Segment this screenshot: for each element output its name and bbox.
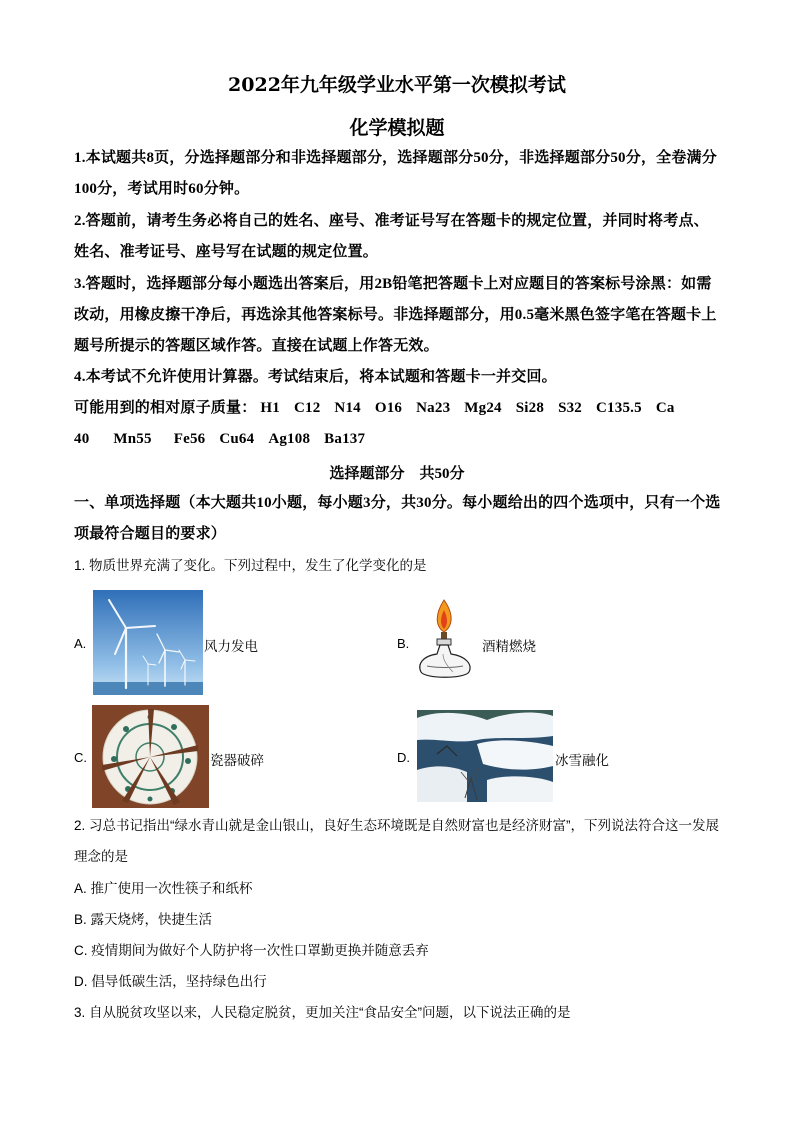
instruction-2: 2.答题前，请考生务必将自己的姓名、座号、准考证号写在答题卡的规定位置，并同时将考点、姓名、准考证号、座号写在试题的规定位置。 xyxy=(74,213,709,260)
alcohol-lamp-image xyxy=(413,596,485,682)
melting-snow-image xyxy=(417,710,553,802)
q2-option-b: B. 露天烧烤，快捷生活 xyxy=(74,912,213,927)
q1-option-d-text: 冰雪融化 xyxy=(555,753,609,768)
q1-option-b-letter: B. xyxy=(397,636,410,651)
q1-option-d-letter: D. xyxy=(397,750,410,765)
broken-plate-image xyxy=(92,705,209,808)
instruction-3: 3.答题时，选择题部分每小题选出答案后，用2B铅笔把答题卡上对应题目的答案标号涂黑：如需改动，用橡皮擦干净后，再选涂其他答案标号。非选择题部分，用0.5毫米黑色签字笔在答题卡上题号所提示的答题区域作答。直接在试题上作答无效。 xyxy=(74,276,717,354)
q2-option-a: A. 推广使用一次性筷子和纸杯 xyxy=(74,881,253,896)
wind-turbine-image xyxy=(93,590,203,695)
q1-option-a-text: 风力发电 xyxy=(204,639,258,654)
atomic-mass-label: 可能用到的相对原子质量： xyxy=(74,400,257,416)
q1-option-c-letter: C. xyxy=(74,750,87,765)
atomic-mass-line-1: 可能用到的相对原子质量： H1 C12 N14 O16 Na23 Mg24 Si28 S32 C135.5 Ca xyxy=(74,400,675,416)
atomic-mass-line-2: 40 Mn55 Fe56 Cu64 Ag108 Ba137 xyxy=(74,431,366,447)
q1-option-b-text: 酒精燃烧 xyxy=(482,639,536,654)
q1-option-c-text: 瓷器破碎 xyxy=(210,753,264,768)
instruction-1: 1.本试题共8页，分选择题部分和非选择题部分，选择题部分50分，非选择题部分50分，全卷满分100分，考试用时60分钟。 xyxy=(74,150,717,197)
part-1-heading: 一、单项选择题（本大题共10小题，每小题3分，共30分。每小题给出的四个选项中，只有一个选项最符合题目的要求） xyxy=(74,495,721,542)
exam-title: 2022年九年级学业水平第一次模拟考试 xyxy=(228,74,566,96)
question-3-stem: 3. 自从脱贫攻坚以来，人民稳定脱贫，更加关注“食品安全”问题，以下说法正确的是 xyxy=(74,1005,571,1020)
section-heading: 选择题部分 共50分 xyxy=(329,466,465,482)
question-1-stem: 1. 物质世界充满了变化。下列过程中，发生了化学变化的是 xyxy=(74,558,427,573)
exam-subtitle: 化学模拟题 xyxy=(349,117,445,139)
q1-option-a-letter: A. xyxy=(74,636,87,651)
question-2-stem: 2. 习总书记指出“绿水青山就是金山银山，良好生态环境既是自然财富也是经济财富”，下列说法符合这一发展理念的是 xyxy=(74,818,719,864)
q2-option-c: C. 疫情期间为做好个人防护将一次性口罩勤更换并随意丢弃 xyxy=(74,943,429,958)
instruction-4: 4.本考试不允许使用计算器。考试结束后，将本试题和答题卡一并交回。 xyxy=(74,369,557,385)
q2-option-d: D. 倡导低碳生活，坚持绿色出行 xyxy=(74,974,267,989)
